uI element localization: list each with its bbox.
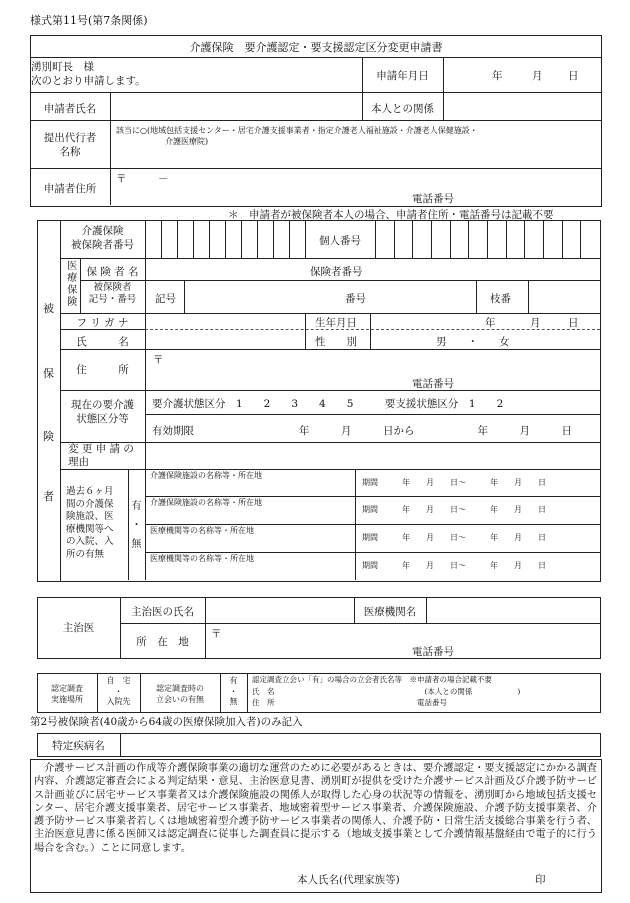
disease-field[interactable]: [122, 735, 597, 754]
applicant-phone-label: 電話番号: [412, 193, 454, 205]
doctor-section-label: 主治医: [62, 622, 95, 634]
facility-period-4[interactable]: 期間 年 月 日～ 年 月 日: [362, 561, 546, 570]
furigana-field[interactable]: [147, 314, 305, 328]
branch-field[interactable]: [530, 282, 598, 311]
survey-place-label: 認定調査 実施場所: [51, 684, 83, 704]
form-title: 介護保険 要介護認定・要支援認定区分変更申請書: [189, 41, 443, 54]
survey-attendee-name[interactable]: 氏 名 (本人との関係 ): [252, 687, 521, 696]
applicant-note: ＊ 申請者が被保険者本人の場合、申請者住所・電話番号は記載不要: [228, 209, 554, 221]
institution-field[interactable]: [428, 599, 596, 621]
change-reason-label: 変 更 申 請 の 理由: [68, 443, 134, 468]
symbol-label: 記号: [155, 293, 176, 305]
gender-options[interactable]: 男 ・ 女: [436, 336, 510, 348]
addressee: 湧別町長 様: [31, 61, 94, 73]
applicant-address-field[interactable]: [112, 170, 598, 203]
birth-month: 月: [530, 317, 541, 329]
survey-attendee-label: 認定調査時の 立会いの有無: [156, 684, 204, 704]
validity-period[interactable]: 有効期限 年 月 日から 年 月 日: [152, 425, 572, 437]
proxy-label: 提出代行者 名称: [43, 132, 97, 158]
facility-label-3: 医療機関等の名称等・所在地: [150, 526, 254, 535]
facility-label-1: 介護保険施設の名称等・所在地: [150, 471, 262, 480]
birth-date-field[interactable]: [372, 314, 482, 328]
gender-label: 性 別: [315, 336, 357, 348]
date-day: 日: [568, 70, 579, 82]
seal-label: 印: [535, 874, 546, 886]
doctor-postal: 〒: [211, 628, 222, 640]
applicant-name-field[interactable]: [112, 94, 360, 119]
name-label: 氏 名: [76, 336, 129, 348]
second-insured-note: 第2号被保険者(40歳から64歳の医療保険加入者)のみ記入: [30, 716, 303, 728]
consent-text: 介護サービス計画の作成等介護保険事業の適切な運営のために必要があるときは、要介護認定・要支援認定にかかる調査内容、介護認定審査会による判定結果・意見、主治医意見書、湧別町が提供を受けた介護サービス計画及び介護予防サービス計画並びに居宅サービス事業者又は介護保険施設の関係人が取得した心身の状況等の情報を、湧別町から地域包括支援センター、居宅介護支援事業者、居宅サービス事業者、地域密着型サービス事業者、介護保険施設、介護予防支援事業者、介護予防サービス事業者若しくは地域密着型介護予防サービス事業者の関係人、介護予防・日常生活支援総合事業を行う者、主治医意見書に係る医師又は認定調査に従事した調査員に提示する（地域支援事業として介護情報基盤経由で電子的に行う場合を含む。）ことに同意します。: [34, 763, 597, 854]
doctor-address-label: 所 在 地: [136, 636, 189, 648]
personal-number-label: 個人番号: [319, 235, 361, 247]
facility-row-divider: [145, 496, 600, 497]
survey-place-options[interactable]: 自 宅 ・ 入院先: [106, 676, 131, 706]
relation-label: 本人との関係: [371, 103, 434, 115]
signature-label: 本人氏名(代理家族等): [297, 874, 400, 886]
applicant-postal: 〒 －: [116, 173, 169, 185]
change-reason-field[interactable]: [147, 443, 597, 468]
insured-side-4: 者: [43, 490, 54, 503]
birth-year: 年: [485, 317, 496, 329]
branch-label: 枝番: [490, 293, 511, 305]
doctor-name-label: 主治医の氏名: [131, 606, 194, 618]
date-year: 年: [492, 70, 503, 82]
survey-note-header: 認定調査立会い「有」の場合の立会者氏名等 ※申請者の場合記載不要: [252, 675, 492, 684]
proxy-note-2: 介護医療院): [165, 137, 209, 146]
insured-side-3: 険: [43, 430, 54, 443]
insured-phone-label: 電話番号: [412, 378, 454, 390]
applicant-name-label: 申請者氏名: [43, 103, 97, 115]
relation-field[interactable]: [445, 94, 600, 119]
applicant-address-label: 申請者住所: [43, 183, 97, 195]
care-level-options[interactable]: 要介護状態区分 1 2 3 4 5 要支援状態区分 1 2: [152, 398, 504, 410]
insured-postal: 〒: [153, 354, 164, 366]
personal-number-field[interactable]: [376, 221, 598, 257]
institution-label: 医療機関名: [363, 606, 417, 618]
insured-number-field[interactable]: [146, 221, 304, 257]
insured-side-2: 保: [43, 367, 54, 380]
birth-day: 日: [568, 317, 579, 329]
survey-attendee-address[interactable]: 住 所 電話番号: [252, 698, 447, 707]
furigana-label: フ リ ガ ナ: [76, 317, 129, 329]
insured-name-field[interactable]: [147, 331, 305, 348]
insurer-name-label: 保 険 者 名: [86, 266, 139, 278]
past-stay-yes-no[interactable]: 有 ・ 無: [131, 501, 142, 550]
insurer-number-label: 保険者番号: [310, 266, 363, 278]
intro-text: 次のとおり申請します。: [31, 75, 146, 87]
number-field[interactable]: [372, 282, 474, 311]
insured-side-1: 被: [43, 302, 54, 315]
doctor-name-field[interactable]: [207, 599, 352, 621]
insured-address-label: 住 所: [76, 364, 129, 376]
survey-attendee-yes-no[interactable]: 有 ・ 無: [229, 676, 238, 706]
facility-period-1[interactable]: 期間 年 月 日～ 年 月 日: [362, 478, 546, 487]
number-label: 番号: [345, 293, 366, 305]
facility-row-divider: [145, 552, 600, 553]
doctor-phone-label: 電話番号: [412, 646, 454, 658]
facility-label-4: 医療機関等の名称等・所在地: [150, 554, 254, 563]
insured-address-field[interactable]: [147, 351, 597, 388]
current-status-label: 現在の要介護 状態区分等: [71, 399, 134, 425]
insured-symbol-label: 被保険者 記号・番号: [88, 282, 137, 305]
application-date-label: 申請年月日: [376, 70, 429, 82]
disease-label: 特定疾病名: [52, 740, 105, 752]
medical-insurance-side: 医療保険: [64, 260, 76, 308]
facility-period-2[interactable]: 期間 年 月 日～ 年 月 日: [362, 505, 546, 514]
facility-row-divider: [145, 524, 600, 525]
insurer-name-field[interactable]: [147, 259, 305, 279]
application-date-field[interactable]: [445, 59, 485, 89]
birth-label: 生年月日: [315, 317, 357, 329]
doctor-address-field[interactable]: [207, 625, 597, 655]
form-number: 様式第11号(第7条関係): [30, 14, 148, 27]
proxy-note-1: 該当に○(地域包括支援センター・居宅介護支援事業者・指定介護老人福祉施設・介護老人保健施設・: [116, 126, 478, 135]
insurer-number-field[interactable]: [376, 259, 598, 279]
signature-field[interactable]: [400, 870, 525, 887]
date-month: 月: [532, 70, 543, 82]
facility-label-2: 介護保険施設の名称等・所在地: [150, 498, 262, 507]
past-stay-label: 過去６ヶ月 間の介護保 険施設、医 療機関等へ の入院、入 所の有無: [66, 486, 114, 560]
insured-number-label: 介護保険 被保険者番号: [71, 225, 134, 251]
facility-period-3[interactable]: 期間 年 月 日～ 年 月 日: [362, 533, 546, 542]
symbol-field[interactable]: [186, 282, 316, 311]
